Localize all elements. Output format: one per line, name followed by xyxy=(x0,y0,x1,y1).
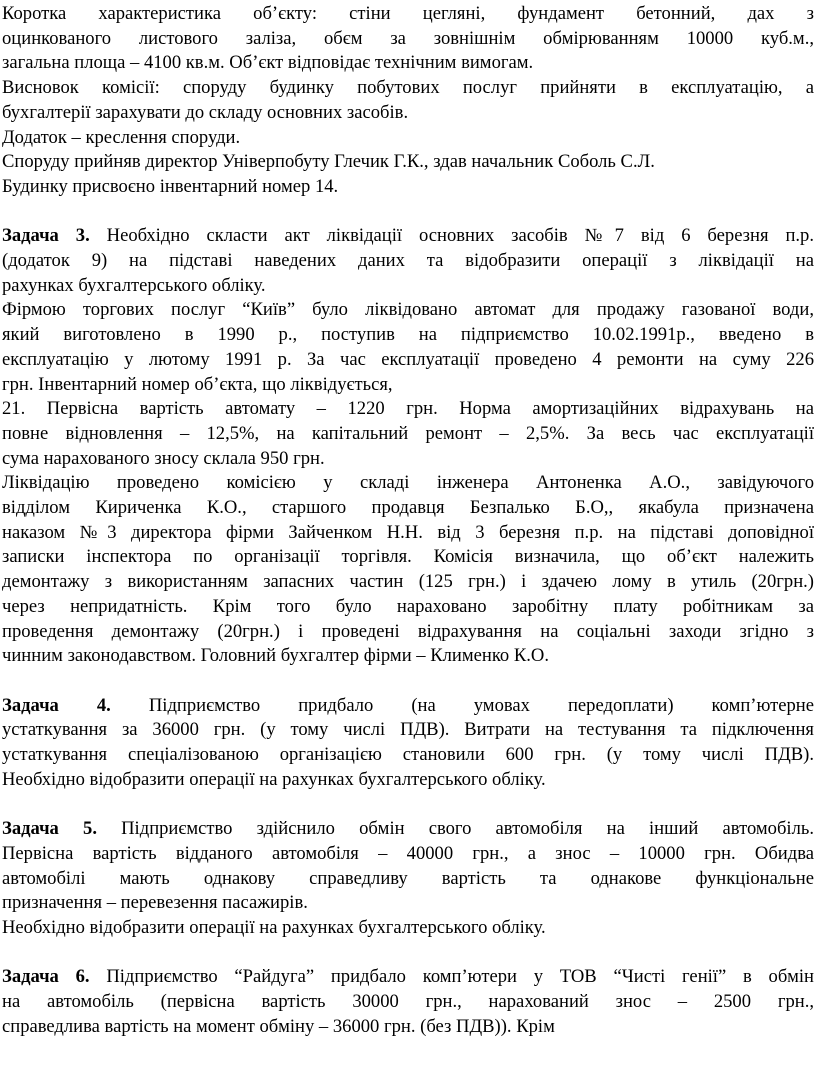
paragraph xyxy=(2,224,814,298)
task-heading: Задача 3. xyxy=(2,225,90,247)
text-line xyxy=(2,842,814,867)
line-text: рахунках бухгалтерського обліку. xyxy=(2,274,266,296)
text-line xyxy=(2,496,814,521)
text-line xyxy=(2,323,814,348)
line-text: через непридатність. Крім того було нараховано заробітну плату робітникам за xyxy=(2,595,814,617)
text-line xyxy=(2,867,814,892)
line-text: Підприємство придбало (на умовах передоплати) комп’ютерне xyxy=(110,694,814,716)
text-line xyxy=(2,76,814,101)
paragraph xyxy=(2,150,814,175)
paragraph xyxy=(2,2,814,76)
line-text: записки інспектора по організації торгівля. Комісія визначила, що об’єкт належить xyxy=(2,546,814,568)
text-line xyxy=(2,595,814,620)
task-heading: Задача 5. xyxy=(2,818,97,840)
line-text: відділом Кириченка К.О., старшого продавця Безпалько Б.О,, якабула призначена xyxy=(2,497,814,519)
text-line xyxy=(2,298,814,323)
text-line xyxy=(2,570,814,595)
text-line xyxy=(2,150,814,175)
text-line xyxy=(2,101,814,126)
text-line xyxy=(2,891,814,916)
line-text: устаткування за 36000 грн. (у тому числі ПДВ). Витрати на тестування та підключення xyxy=(2,719,814,741)
paragraph xyxy=(2,175,814,200)
line-text: Необхідно відобразити операції на рахунках бухгалтерського обліку. xyxy=(2,916,546,938)
line-text: повне відновлення – 12,5%, на капітальний ремонт – 2,5%. За весь час експлуатації xyxy=(2,422,814,444)
text-line xyxy=(2,521,814,546)
line-text: (додаток 9) на підставі наведених даних та відобразити операції з ліквідації на xyxy=(2,250,814,272)
task-heading: Задача 6. xyxy=(2,966,90,988)
text-line xyxy=(2,373,814,398)
text-line xyxy=(2,249,814,274)
line-text: устаткування спеціалізованою організацією становили 600 грн. (у тому числі ПДВ). xyxy=(2,744,814,766)
paragraph xyxy=(2,916,814,941)
line-text: Необхідно скласти акт ліквідації основних засобів №7 від 6 березня п.р. xyxy=(89,225,814,247)
text-line xyxy=(2,694,814,719)
paragraph xyxy=(2,694,814,793)
text-line xyxy=(2,965,814,990)
line-text: загальна площа – 4100 кв.м. Об’єкт відповідає технічним вимогам. xyxy=(2,52,534,74)
paragraph xyxy=(2,817,814,916)
task-heading: Задача 4. xyxy=(2,694,111,716)
text-line xyxy=(2,397,814,422)
line-text: експлуатацію у лютому 1991 р. За час експлуатації проведено 4 ремонти на суму 226 xyxy=(2,348,814,370)
line-text: грн. Інвентарний номер об’єкта, що ліквідується, xyxy=(2,373,393,395)
line-text: наказом №3 директора фірми Зайченком Н.Н. від 3 березня п.р. на підставі доповідної xyxy=(2,521,814,543)
line-text: Підприємство здійснило обмін свого автомобіля на інший автомобіль. xyxy=(96,818,814,840)
text-line xyxy=(2,743,814,768)
paragraph xyxy=(2,126,814,151)
text-line xyxy=(2,51,814,76)
text-line xyxy=(2,2,814,27)
line-text: Споруду прийняв директор Універпобуту Глечик Г.К., здав начальник Соболь С.Л. xyxy=(2,151,655,173)
paragraph xyxy=(2,471,814,669)
paragraph xyxy=(2,965,814,1039)
line-text: Коротка характеристика об’єкту: стіни цегляні, фундамент бетонний, дах з xyxy=(2,3,814,24)
line-text: Первісна вартість відданого автомобіля – 40000 грн., а знос – 10000 грн. Обидва xyxy=(2,842,814,864)
text-line xyxy=(2,126,814,151)
line-text: Додаток – креслення споруди. xyxy=(2,126,241,148)
line-text: 21. Первісна вартість автомату – 1220 грн. Норма амортизаційних відрахувань на xyxy=(2,398,814,420)
paragraph xyxy=(2,397,814,471)
text-line xyxy=(2,545,814,570)
line-text: Висновок комісії: споруду будинку побутових послуг прийняти в експлуатацію, а xyxy=(2,77,814,99)
line-text: на автомобіль (первісна вартість 30000 грн., нарахований знос – 2500 грн., xyxy=(2,991,814,1013)
text-line xyxy=(2,1015,814,1040)
text-line xyxy=(2,447,814,472)
paragraph-spacer xyxy=(2,792,814,817)
text-line xyxy=(2,274,814,299)
line-text: який виготовлено в 1990 р., поступив на підприємство 10.02.1991р., введено в xyxy=(2,324,814,346)
text-line xyxy=(2,471,814,496)
line-text: справедлива вартість на момент обміну – 36000 грн. (без ПДВ)). Крім xyxy=(2,1015,555,1037)
text-line xyxy=(2,27,814,52)
text-line xyxy=(2,644,814,669)
paragraph-spacer xyxy=(2,669,814,694)
text-line xyxy=(2,817,814,842)
line-text: Фірмою торгових послуг “Київ” було ліквідовано автомат для продажу газованої води, xyxy=(2,299,814,321)
line-text: демонтажу з використанням запасних частин (125 грн.) і здачею лому в утиль (20грн.) xyxy=(2,571,814,593)
text-line xyxy=(2,224,814,249)
line-text: Ліквідацію проведено комісією у складі інженера Антоненка А.О., завідуючого xyxy=(2,472,814,494)
line-text: оцинкованого листового заліза, обєм за зовнішнім обмірюванням 10000 куб.м., xyxy=(2,27,814,49)
line-text: Будинку присвоєно інвентарний номер 14. xyxy=(2,175,339,197)
document-page xyxy=(0,2,814,1039)
text-line xyxy=(2,768,814,793)
text-line xyxy=(2,175,814,200)
line-text: призначення – перевезення пасажирів. xyxy=(2,892,308,914)
paragraph xyxy=(2,298,814,397)
line-text: бухгалтерії зарахувати до складу основних засобів. xyxy=(2,101,409,123)
line-text: автомобілі мають однакову справедливу вартість та однакове функціональне xyxy=(2,867,814,889)
text-line xyxy=(2,620,814,645)
paragraph xyxy=(2,76,814,125)
line-text: Підприємство “Райдуга” придбало комп’ютери у ТОВ “Чисті генії” в обмін xyxy=(89,966,814,988)
line-text: Необхідно відобразити операції на рахунках бухгалтерського обліку. xyxy=(2,768,546,790)
line-text: сума нарахованого зносу склала 950 грн. xyxy=(2,447,325,469)
line-text: чинним законодавством. Головний бухгалтер фірми – Клименко К.О. xyxy=(2,645,549,667)
paragraph-spacer xyxy=(2,200,814,225)
text-line xyxy=(2,422,814,447)
line-text: проведення демонтажу (20грн.) і проведені відрахування на соціальні заходи згідно з xyxy=(2,620,814,642)
text-line xyxy=(2,916,814,941)
text-line xyxy=(2,718,814,743)
text-line xyxy=(2,348,814,373)
text-line xyxy=(2,990,814,1015)
paragraph-spacer xyxy=(2,941,814,966)
